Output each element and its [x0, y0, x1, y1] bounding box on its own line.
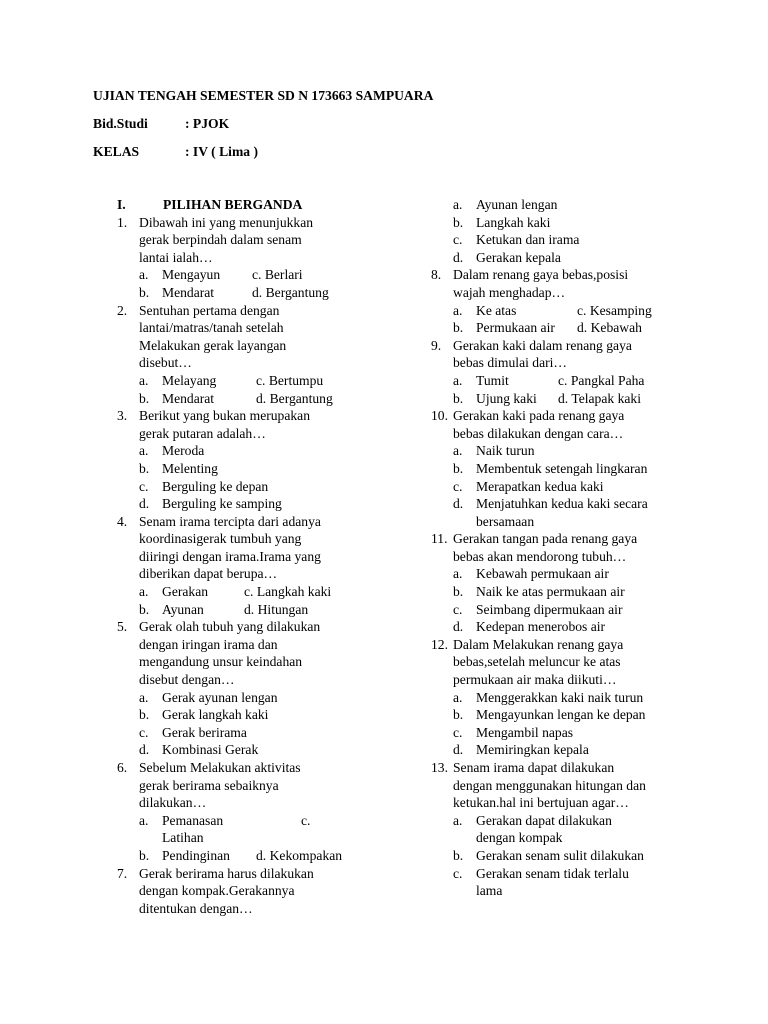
- answer-option: [431, 478, 721, 496]
- option-text: Merapatkan kedua kaki: [476, 478, 604, 494]
- question-number: 1.: [117, 214, 128, 230]
- option-letter: a.: [139, 443, 149, 459]
- option-text: Ujung kaki: [476, 390, 537, 406]
- option-letter: a.: [139, 812, 149, 828]
- class-value: : IV ( Lima ): [185, 144, 258, 159]
- answer-option: [431, 706, 721, 724]
- option-text: Ayunan: [162, 601, 204, 617]
- option-text: Melenting: [162, 460, 218, 476]
- question-text: bebas akan mendorong tubuh…: [453, 548, 627, 564]
- option-letter: b.: [139, 707, 150, 723]
- option-inline-second: c.: [301, 812, 311, 828]
- question-continuation-line: [117, 900, 387, 918]
- answer-option: [431, 583, 721, 601]
- option-inline-second: c. Kesamping: [577, 302, 652, 318]
- option-text: Gerakan senam sulit dilakukan: [476, 847, 644, 863]
- question-line: [117, 214, 387, 232]
- answer-option: [117, 724, 387, 742]
- answer-option: [117, 601, 387, 619]
- question-text: gerak putaran adalah…: [139, 425, 266, 441]
- option-letter: d.: [139, 496, 150, 512]
- option-letter: a.: [453, 197, 463, 212]
- question-text: Gerak olah tubuh yang dilakukan: [139, 619, 321, 635]
- question-line: [117, 302, 387, 320]
- question-number: 9.: [431, 337, 442, 353]
- option-text: Kombinasi Gerak: [162, 742, 259, 758]
- answer-option: [117, 812, 387, 830]
- answer-option: [431, 196, 721, 214]
- answer-option-continuation: [431, 513, 721, 531]
- section-numeral: I.: [117, 197, 126, 212]
- option-letter: b.: [139, 601, 150, 617]
- option-letter: d.: [453, 249, 464, 265]
- answer-option: [117, 372, 387, 390]
- question-text: disebut dengan…: [139, 672, 235, 688]
- option-text: Ke atas: [476, 302, 517, 318]
- answer-option: [431, 865, 721, 883]
- option-text: Naik ke atas permukaan air: [476, 584, 625, 600]
- question-text: Dalam Melakukan renang gaya: [453, 636, 624, 652]
- answer-option: [431, 372, 721, 390]
- question-text: Dibawah ini yang menunjukkan: [139, 214, 314, 230]
- option-letter: c.: [139, 478, 149, 494]
- option-text: lama: [476, 883, 503, 899]
- option-letter: c.: [453, 865, 463, 881]
- option-inline-second: c. Langkah kaki: [244, 584, 332, 600]
- answer-option-continuation: [117, 829, 387, 847]
- question-number: 10.: [431, 408, 448, 424]
- question-text: Melakukan gerak layangan: [139, 337, 287, 353]
- question-continuation-line: [117, 671, 387, 689]
- option-text: Pemanasan: [162, 812, 224, 828]
- option-text: Menggerakkan kaki naik turun: [476, 689, 644, 705]
- option-letter: d.: [453, 742, 464, 758]
- question-number: 4.: [117, 513, 128, 529]
- answer-option: [431, 495, 721, 513]
- option-text: Ketukan dan irama: [476, 232, 580, 248]
- question-number: 8.: [431, 267, 442, 283]
- option-letter: c.: [453, 478, 463, 494]
- answer-option-continuation: [431, 829, 721, 847]
- question-text: ketukan.hal ini bertujuan agar…: [453, 795, 629, 811]
- question-continuation-line: [431, 777, 721, 795]
- question-column-right: [431, 196, 721, 900]
- question-line: [117, 407, 387, 425]
- option-text: Menjatuhkan kedua kaki secara: [476, 496, 648, 512]
- question-text: diiringi dengan irama.Irama yang: [139, 548, 321, 564]
- question-continuation-line: [117, 882, 387, 900]
- option-inline-second: d. Kebawah: [577, 320, 642, 336]
- question-continuation-line: [431, 653, 721, 671]
- answer-option: [431, 249, 721, 267]
- answer-option: [431, 618, 721, 636]
- option-letter: d.: [453, 496, 464, 512]
- question-line: [431, 636, 721, 654]
- option-text: Langkah kaki: [476, 214, 551, 230]
- question-number: 7.: [117, 865, 128, 881]
- option-text: Gerakan kepala: [476, 249, 561, 265]
- question-text: permukaan air maka diikuti…: [453, 672, 617, 688]
- option-inline-second: d. Bergantung: [256, 390, 333, 406]
- option-text: Mendarat: [162, 284, 215, 300]
- question-text: Sentuhan pertama dengan: [139, 302, 280, 318]
- answer-option: [117, 442, 387, 460]
- answer-option: [431, 460, 721, 478]
- option-inline-second: d. Bergantung: [252, 284, 329, 300]
- answer-option: [431, 724, 721, 742]
- answer-option: [431, 601, 721, 619]
- option-text: Mengayunkan lengan ke depan: [476, 707, 646, 723]
- answer-option: [117, 847, 387, 865]
- answer-option: [117, 706, 387, 724]
- question-text: bebas dimulai dari…: [453, 355, 568, 371]
- option-text: bersamaan: [476, 513, 535, 529]
- question-continuation-line: [431, 284, 721, 302]
- section-title: PILIHAN BERGANDA: [163, 197, 303, 212]
- option-text: Mengayun: [162, 267, 221, 283]
- option-text: Gerak langkah kaki: [162, 707, 269, 723]
- option-text: Ayunan lengan: [476, 197, 558, 212]
- question-text: Gerakan tangan pada renang gaya: [453, 531, 638, 547]
- subject-value: : PJOK: [185, 116, 230, 131]
- question-continuation-line: [117, 794, 387, 812]
- question-text: koordinasigerak tumbuh yang: [139, 531, 302, 547]
- option-text: Kebawah permukaan air: [476, 566, 609, 582]
- option-inline-second: d. Hitungan: [244, 601, 309, 617]
- option-letter: a.: [139, 372, 149, 388]
- question-continuation-line: [431, 425, 721, 443]
- question-text: disebut…: [139, 355, 192, 371]
- option-text: Gerak ayunan lengan: [162, 689, 278, 705]
- question-line: [431, 407, 721, 425]
- question-continuation-line: [117, 636, 387, 654]
- question-continuation-line: [117, 354, 387, 372]
- option-letter: b.: [453, 390, 464, 406]
- option-letter: a.: [453, 443, 463, 459]
- answer-option: [431, 689, 721, 707]
- question-text: Berikut yang bukan merupakan: [139, 408, 311, 424]
- option-letter: d.: [453, 619, 464, 635]
- question-line: [117, 513, 387, 531]
- option-text: Mendarat: [162, 390, 215, 406]
- question-text: ditentukan dengan…: [139, 900, 253, 916]
- question-number: 11.: [431, 531, 448, 547]
- question-text: dengan menggunakan hitungan dan: [453, 777, 646, 793]
- option-inline-second: c. Bertumpu: [256, 372, 324, 388]
- question-line: [431, 759, 721, 777]
- question-text: lantai/matras/tanah setelah: [139, 320, 284, 336]
- answer-option: [117, 478, 387, 496]
- question-continuation-line: [117, 249, 387, 267]
- option-text: Memiringkan kepala: [476, 742, 589, 758]
- option-letter: a.: [453, 302, 463, 318]
- question-text: mengandung unsur keindahan: [139, 654, 303, 670]
- question-text: dengan iringan irama dan: [139, 636, 278, 652]
- option-letter: a.: [453, 566, 463, 582]
- option-letter: a.: [139, 584, 149, 600]
- option-inline-second: d. Kekompakan: [256, 847, 343, 863]
- option-letter: b.: [453, 584, 464, 600]
- option-letter: d.: [139, 742, 150, 758]
- option-letter: c.: [139, 724, 149, 740]
- question-line: [431, 337, 721, 355]
- answer-option: [117, 284, 387, 302]
- question-line: [117, 618, 387, 636]
- option-letter: c.: [453, 601, 463, 617]
- class-label: KELAS: [93, 144, 140, 159]
- question-line: [117, 759, 387, 777]
- option-text: Pendinginan: [162, 847, 230, 863]
- option-letter: b.: [453, 707, 464, 723]
- question-continuation-line: [117, 565, 387, 583]
- question-text: Gerakan kaki dalam renang gaya: [453, 337, 632, 353]
- question-text: diberikan dapat berupa…: [139, 566, 278, 582]
- question-text: dilakukan…: [139, 795, 207, 811]
- answer-option: [431, 442, 721, 460]
- question-continuation-line: [117, 653, 387, 671]
- question-continuation-line: [117, 777, 387, 795]
- option-text: Kedepan menerobos air: [476, 619, 606, 635]
- option-letter: b.: [139, 460, 150, 476]
- option-text: dengan kompak: [476, 830, 563, 846]
- option-text: Berguling ke depan: [162, 478, 269, 494]
- question-number: 2.: [117, 302, 128, 318]
- answer-option: [117, 741, 387, 759]
- answer-option: [431, 214, 721, 232]
- option-text: Permukaan air: [476, 320, 555, 336]
- option-letter: a.: [453, 812, 463, 828]
- answer-option: [117, 266, 387, 284]
- answer-option-continuation: [431, 882, 721, 900]
- question-continuation-line: [431, 354, 721, 372]
- question-continuation-line: [117, 337, 387, 355]
- answer-option: [431, 390, 721, 408]
- question-continuation-line: [117, 319, 387, 337]
- answer-option: [431, 847, 721, 865]
- option-text: Gerakan dapat dilakukan: [476, 812, 612, 828]
- question-number: 5.: [117, 619, 128, 635]
- option-text: Gerakan: [162, 584, 209, 600]
- subject-label: Bid.Studi: [93, 116, 148, 131]
- question-text: bebas,setelah meluncur ke atas: [453, 654, 621, 670]
- answer-option: [431, 319, 721, 337]
- option-inline-second: c. Pangkal Paha: [558, 372, 645, 388]
- option-letter: a.: [453, 372, 463, 388]
- option-text: Membentuk setengah lingkaran: [476, 460, 648, 476]
- option-text: Latihan: [162, 830, 204, 846]
- question-text: lantai ialah…: [139, 249, 213, 265]
- option-text: Tumit: [476, 372, 509, 388]
- option-text: Melayang: [162, 372, 217, 388]
- option-letter: b.: [453, 320, 464, 336]
- option-text: Gerak berirama: [162, 724, 247, 740]
- question-number: 6.: [117, 760, 128, 775]
- answer-option: [431, 302, 721, 320]
- option-text: Berguling ke samping: [162, 496, 282, 512]
- option-letter: b.: [453, 847, 464, 863]
- question-continuation-line: [431, 548, 721, 566]
- option-letter: c.: [453, 232, 463, 248]
- option-letter: a.: [139, 267, 149, 283]
- answer-option: [431, 812, 721, 830]
- option-letter: b.: [139, 284, 150, 300]
- answer-option: [431, 231, 721, 249]
- answer-option: [431, 741, 721, 759]
- question-number: 3.: [117, 408, 128, 424]
- question-number: 12.: [431, 636, 448, 652]
- question-continuation-line: [117, 231, 387, 249]
- option-letter: b.: [139, 390, 150, 406]
- question-text: Gerak berirama harus dilakukan: [139, 865, 314, 881]
- option-letter: c.: [453, 724, 463, 740]
- option-text: Gerakan senam tidak terlalu: [476, 865, 629, 881]
- option-text: Naik turun: [476, 443, 535, 459]
- question-text: Sebelum Melakukan aktivitas: [139, 760, 301, 775]
- answer-option: [117, 583, 387, 601]
- option-letter: b.: [453, 214, 464, 230]
- question-text: dengan kompak.Gerakannya: [139, 883, 295, 899]
- answer-option: [431, 565, 721, 583]
- option-text: Mengambil napas: [476, 724, 574, 740]
- question-continuation-line: [431, 671, 721, 689]
- question-number: 13.: [431, 760, 448, 775]
- option-letter: b.: [139, 847, 150, 863]
- question-line: [431, 530, 721, 548]
- option-letter: b.: [453, 460, 464, 476]
- question-text: Senam irama dapat dilakukan: [453, 760, 615, 775]
- question-continuation-line: [431, 794, 721, 812]
- question-text: Gerakan kaki pada renang gaya: [453, 408, 625, 424]
- question-text: gerak berpindah dalam senam: [139, 232, 302, 248]
- answer-option: [117, 460, 387, 478]
- option-text: Seimbang dipermukaan air: [476, 601, 623, 617]
- option-text: Meroda: [162, 443, 205, 459]
- question-continuation-line: [117, 425, 387, 443]
- exam-title: UJIAN TENGAH SEMESTER SD N 173663 SAMPUARA: [93, 88, 434, 103]
- question-continuation-line: [117, 530, 387, 548]
- question-text: gerak berirama sebaiknya: [139, 777, 279, 793]
- question-text: Dalam renang gaya bebas,posisi: [453, 267, 629, 283]
- question-column-left: [117, 214, 387, 918]
- question-continuation-line: [117, 548, 387, 566]
- option-letter: a.: [453, 689, 463, 705]
- question-text: wajah menghadap…: [453, 284, 566, 300]
- question-text: Senam irama tercipta dari adanya: [139, 513, 321, 529]
- question-text: bebas dilakukan dengan cara…: [453, 425, 624, 441]
- question-line: [117, 865, 387, 883]
- option-inline-second: d. Telapak kaki: [558, 390, 641, 406]
- option-inline-second: c. Berlari: [252, 267, 303, 283]
- answer-option: [117, 689, 387, 707]
- answer-option: [117, 390, 387, 408]
- option-letter: a.: [139, 689, 149, 705]
- question-line: [431, 266, 721, 284]
- answer-option: [117, 495, 387, 513]
